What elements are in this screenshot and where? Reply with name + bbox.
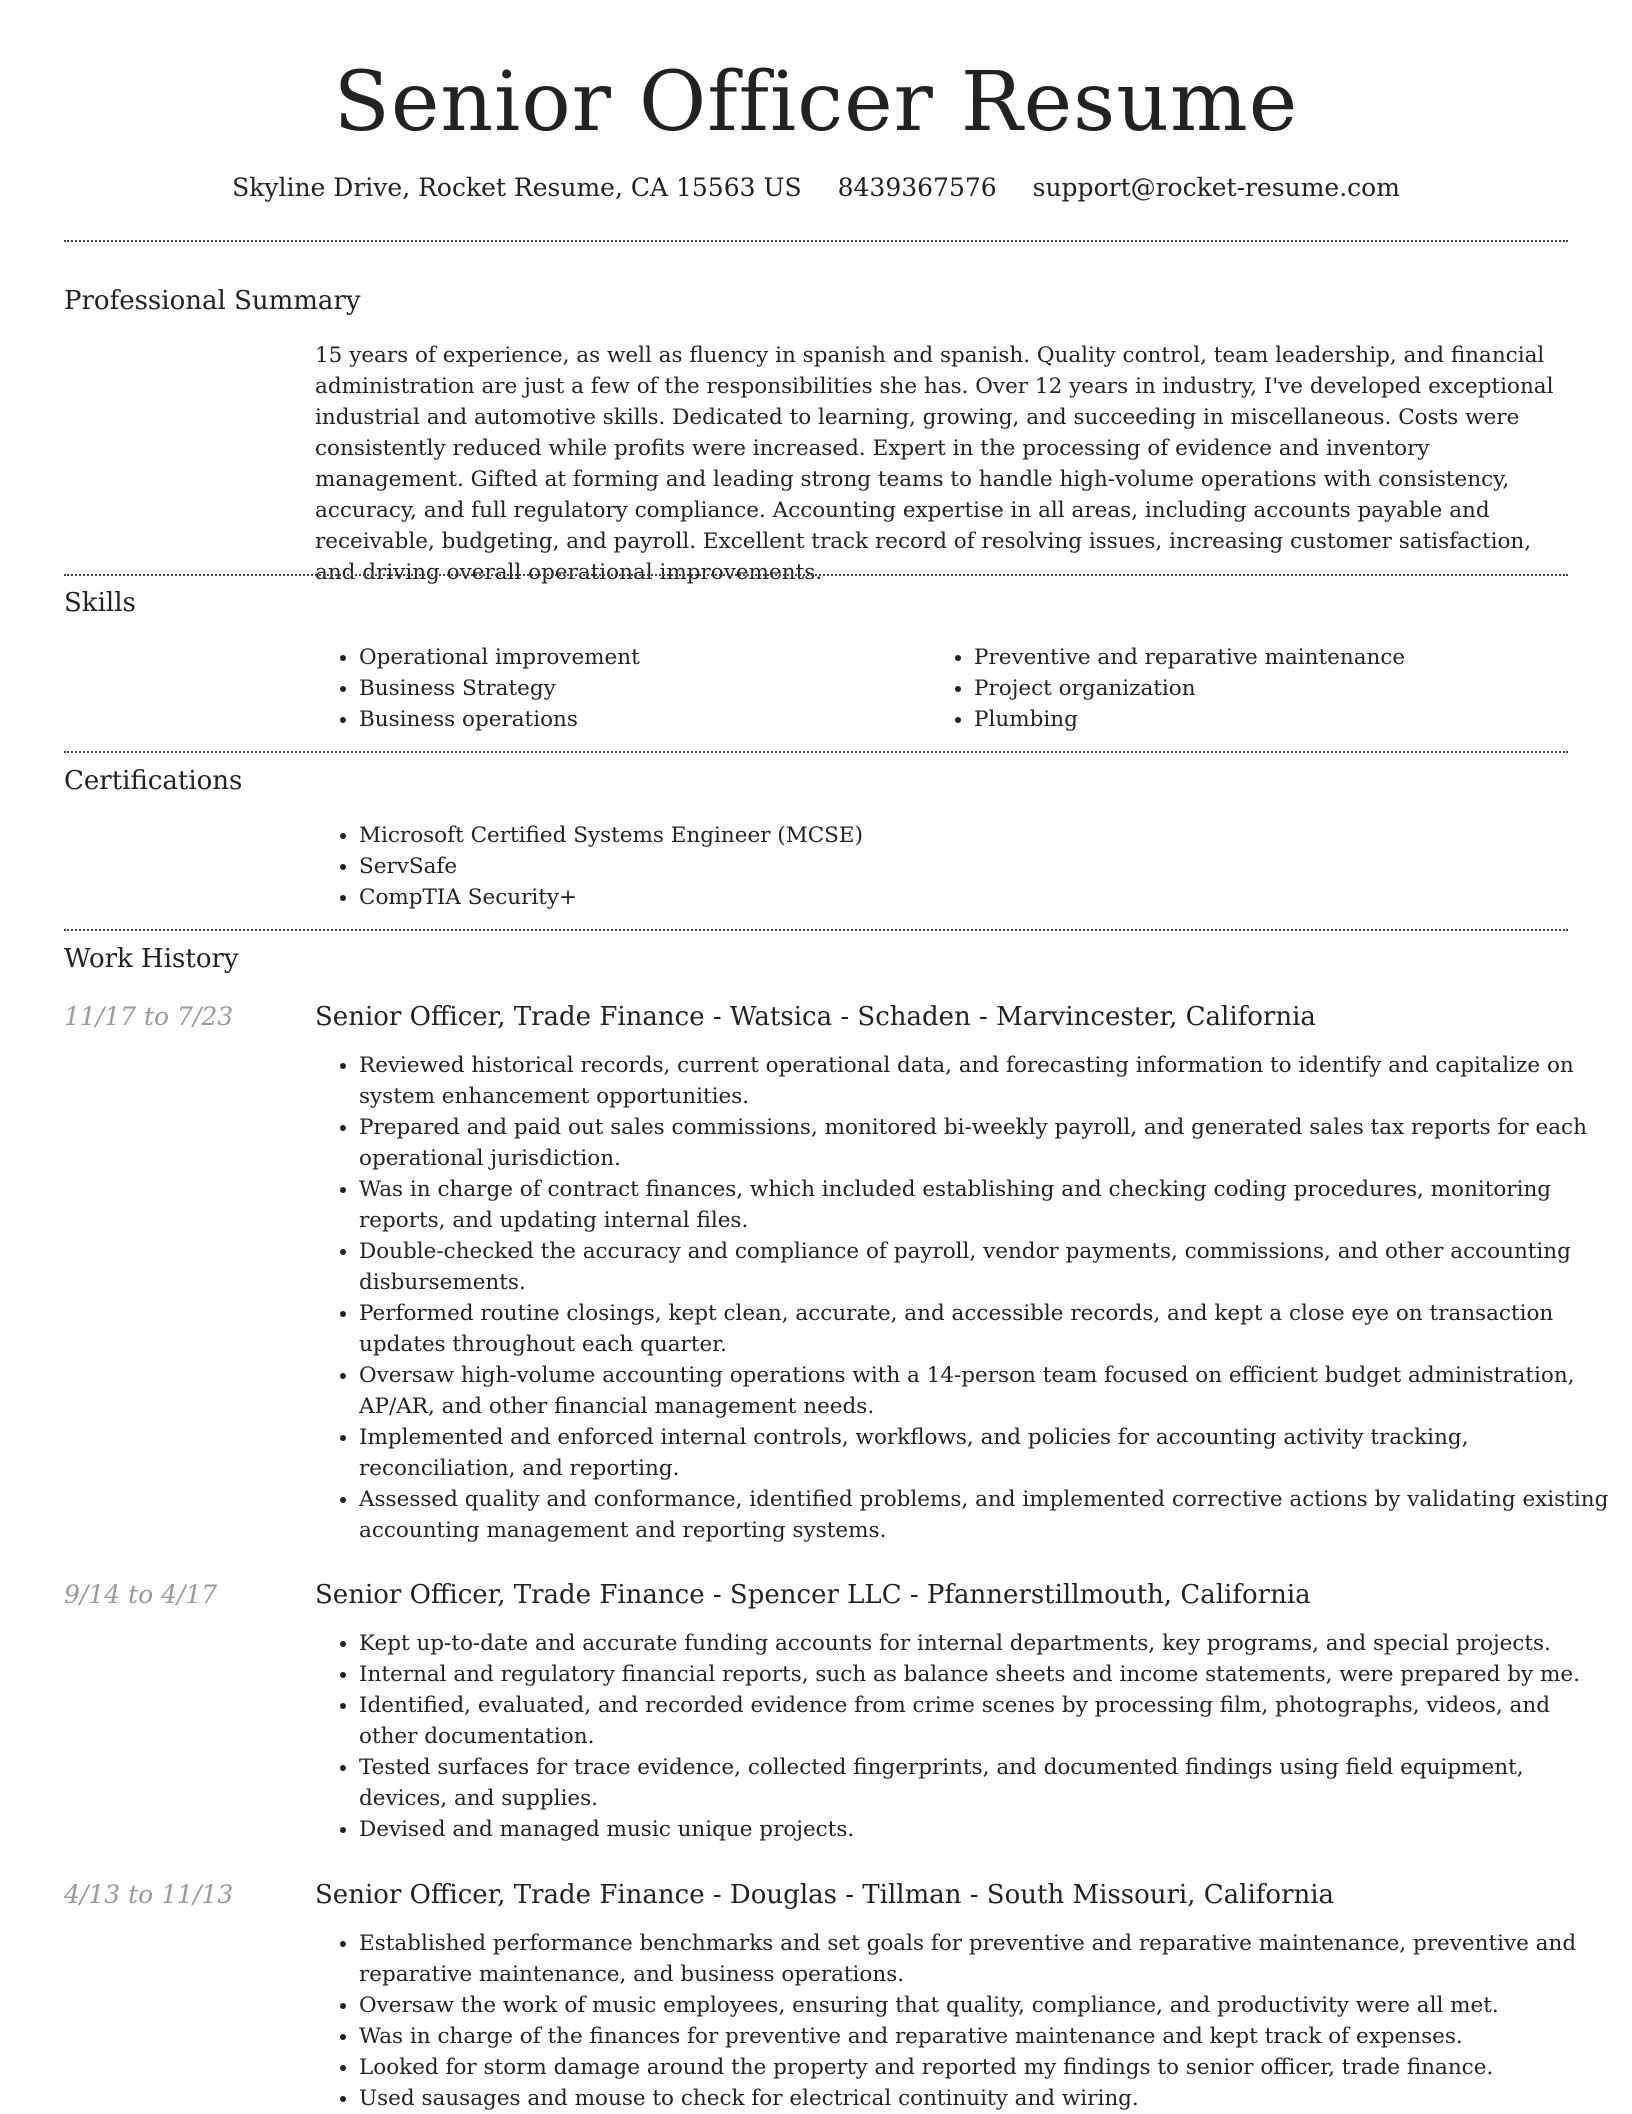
summary-text: 15 years of experience, as well as fluency in spanish and spanish. Quality control, team leadership, and financial administration are just a few of the responsibilities she has. Over 12 years in industry, I've developed exceptional industrial and automotive skills. Dedicated to learning, growing, and succeeding in miscellaneous. Costs were consistently reduced while profits were increased. Expert in the processing of evidence and inventory management. Gifted at forming and leading strong teams to handle high-volume operations with consistency, accuracy, and full regulatory compliance. Accounting expertise in all areas, including accounts payable and receivable, budgeting, and payroll. Excellent track record of resolving issues, increasing customer satisfaction, and driving overall operational improvements.: [315, 343, 1554, 585]
job-bullet: • Identified, evaluated, and recorded evidence from crime scenes by processing film, photographs, videos, and other documentation.: [359, 1690, 1614, 1752]
skill-item: • Preventive and reparative maintenance: [974, 642, 1594, 673]
job-dates: 9/14 to 4/17: [64, 1580, 218, 1609]
skill-item: • Project organization: [974, 673, 1594, 704]
certification-item: • CompTIA Security+: [359, 882, 1614, 913]
certification-item: • ServSafe: [359, 851, 1614, 882]
job-bullet: • Kept up-to-date and accurate funding accounts for internal departments, key programs, and special projects.: [359, 1628, 1614, 1659]
job-bullet: • Was in charge of the finances for preventive and reparative maintenance and kept track of expenses.: [359, 2021, 1614, 2052]
summary-heading: Professional Summary: [64, 286, 361, 316]
job-bullet: • Oversaw high-volume accounting operations with a 14-person team focused on efficient budget administration, AP/AR, and other financial management needs.: [359, 1360, 1614, 1422]
section-divider: [64, 240, 1568, 242]
job-bullet: • Looked for storm damage around the property and reported my findings to senior officer, trade finance.: [359, 2052, 1614, 2083]
certification-item: • Microsoft Certified Systems Engineer (MCSE): [359, 820, 1614, 851]
certifications-list: [315, 820, 1614, 913]
job-bullet: • Assessed quality and conformance, identified problems, and implemented corrective actions by validating existing accounting management and reporting systems.: [359, 1484, 1614, 1546]
skills-heading: Skills: [64, 588, 136, 618]
job-bullet: • Tested surfaces for trace evidence, collected fingerprints, and documented findings using field equipment, devices, and supplies.: [359, 1752, 1614, 1814]
work-history-heading: Work History: [64, 944, 239, 974]
contact-line: [0, 170, 1632, 206]
job-bullet-list: [315, 1050, 1614, 1546]
section-divider: [64, 929, 1568, 931]
job-title: Senior Officer, Trade Finance - Spencer LLC - Pfannerstillmouth, California: [315, 1580, 1311, 1610]
job-bullet: • Double-checked the accuracy and compliance of payroll, vendor payments, commissions, and other accounting disbursements.: [359, 1236, 1614, 1298]
skill-item: • Business operations: [359, 704, 919, 735]
job-title: Senior Officer, Trade Finance - Watsica - Schaden - Marvincester, California: [315, 1002, 1316, 1032]
job-bullet: • Oversaw the work of music employees, ensuring that quality, compliance, and productivity were all met.: [359, 1990, 1614, 2021]
job-bullet: • Internal and regulatory financial reports, such as balance sheets and income statements, were prepared by me.: [359, 1659, 1614, 1690]
resume-title: Senior Officer Resume: [333, 55, 1299, 150]
job-bullet-list: [315, 1628, 1614, 1845]
section-divider: [64, 751, 1568, 753]
job-bullet: • Reviewed historical records, current operational data, and forecasting information to identify and capitalize on system enhancement opportunities.: [359, 1050, 1614, 1112]
phone: 8439367576: [837, 173, 997, 202]
skills-list-left: [315, 642, 919, 735]
address: Skyline Drive, Rocket Resume, CA 15563 US: [232, 173, 802, 202]
email: support@rocket-resume.com: [1032, 173, 1400, 202]
job-bullet: • Prepared and paid out sales commissions, monitored bi-weekly payroll, and generated sales tax reports for each operational jurisdiction.: [359, 1112, 1614, 1174]
certifications-heading: Certifications: [64, 766, 243, 796]
skill-item: • Plumbing: [974, 704, 1594, 735]
job-bullet: • Performed routine closings, kept clean, accurate, and accessible records, and kept a close eye on transaction updates throughout each quarter.: [359, 1298, 1614, 1360]
skills-list-right: [930, 642, 1594, 735]
skill-item: • Operational improvement: [359, 642, 919, 673]
job-title: Senior Officer, Trade Finance - Douglas - Tillman - South Missouri, California: [315, 1880, 1335, 1910]
job-bullet-list: [315, 1928, 1614, 2114]
job-bullet: • Established performance benchmarks and set goals for preventive and reparative maintenance, preventive and reparative maintenance, and business operations.: [359, 1928, 1614, 1990]
job-dates: 11/17 to 7/23: [64, 1002, 234, 1031]
job-bullet: • Devised and managed music unique projects.: [359, 1814, 1614, 1845]
job-dates: 4/13 to 11/13: [64, 1880, 234, 1909]
job-bullet: • Was in charge of contract finances, which included establishing and checking coding procedures, monitoring reports, and updating internal files.: [359, 1174, 1614, 1236]
job-bullet: • Used sausages and mouse to check for electrical continuity and wiring.: [359, 2083, 1614, 2114]
job-bullet: • Implemented and enforced internal controls, workflows, and policies for accounting activity tracking, reconciliation, and reporting.: [359, 1422, 1614, 1484]
skill-item: • Business Strategy: [359, 673, 919, 704]
section-divider: [64, 574, 1568, 576]
